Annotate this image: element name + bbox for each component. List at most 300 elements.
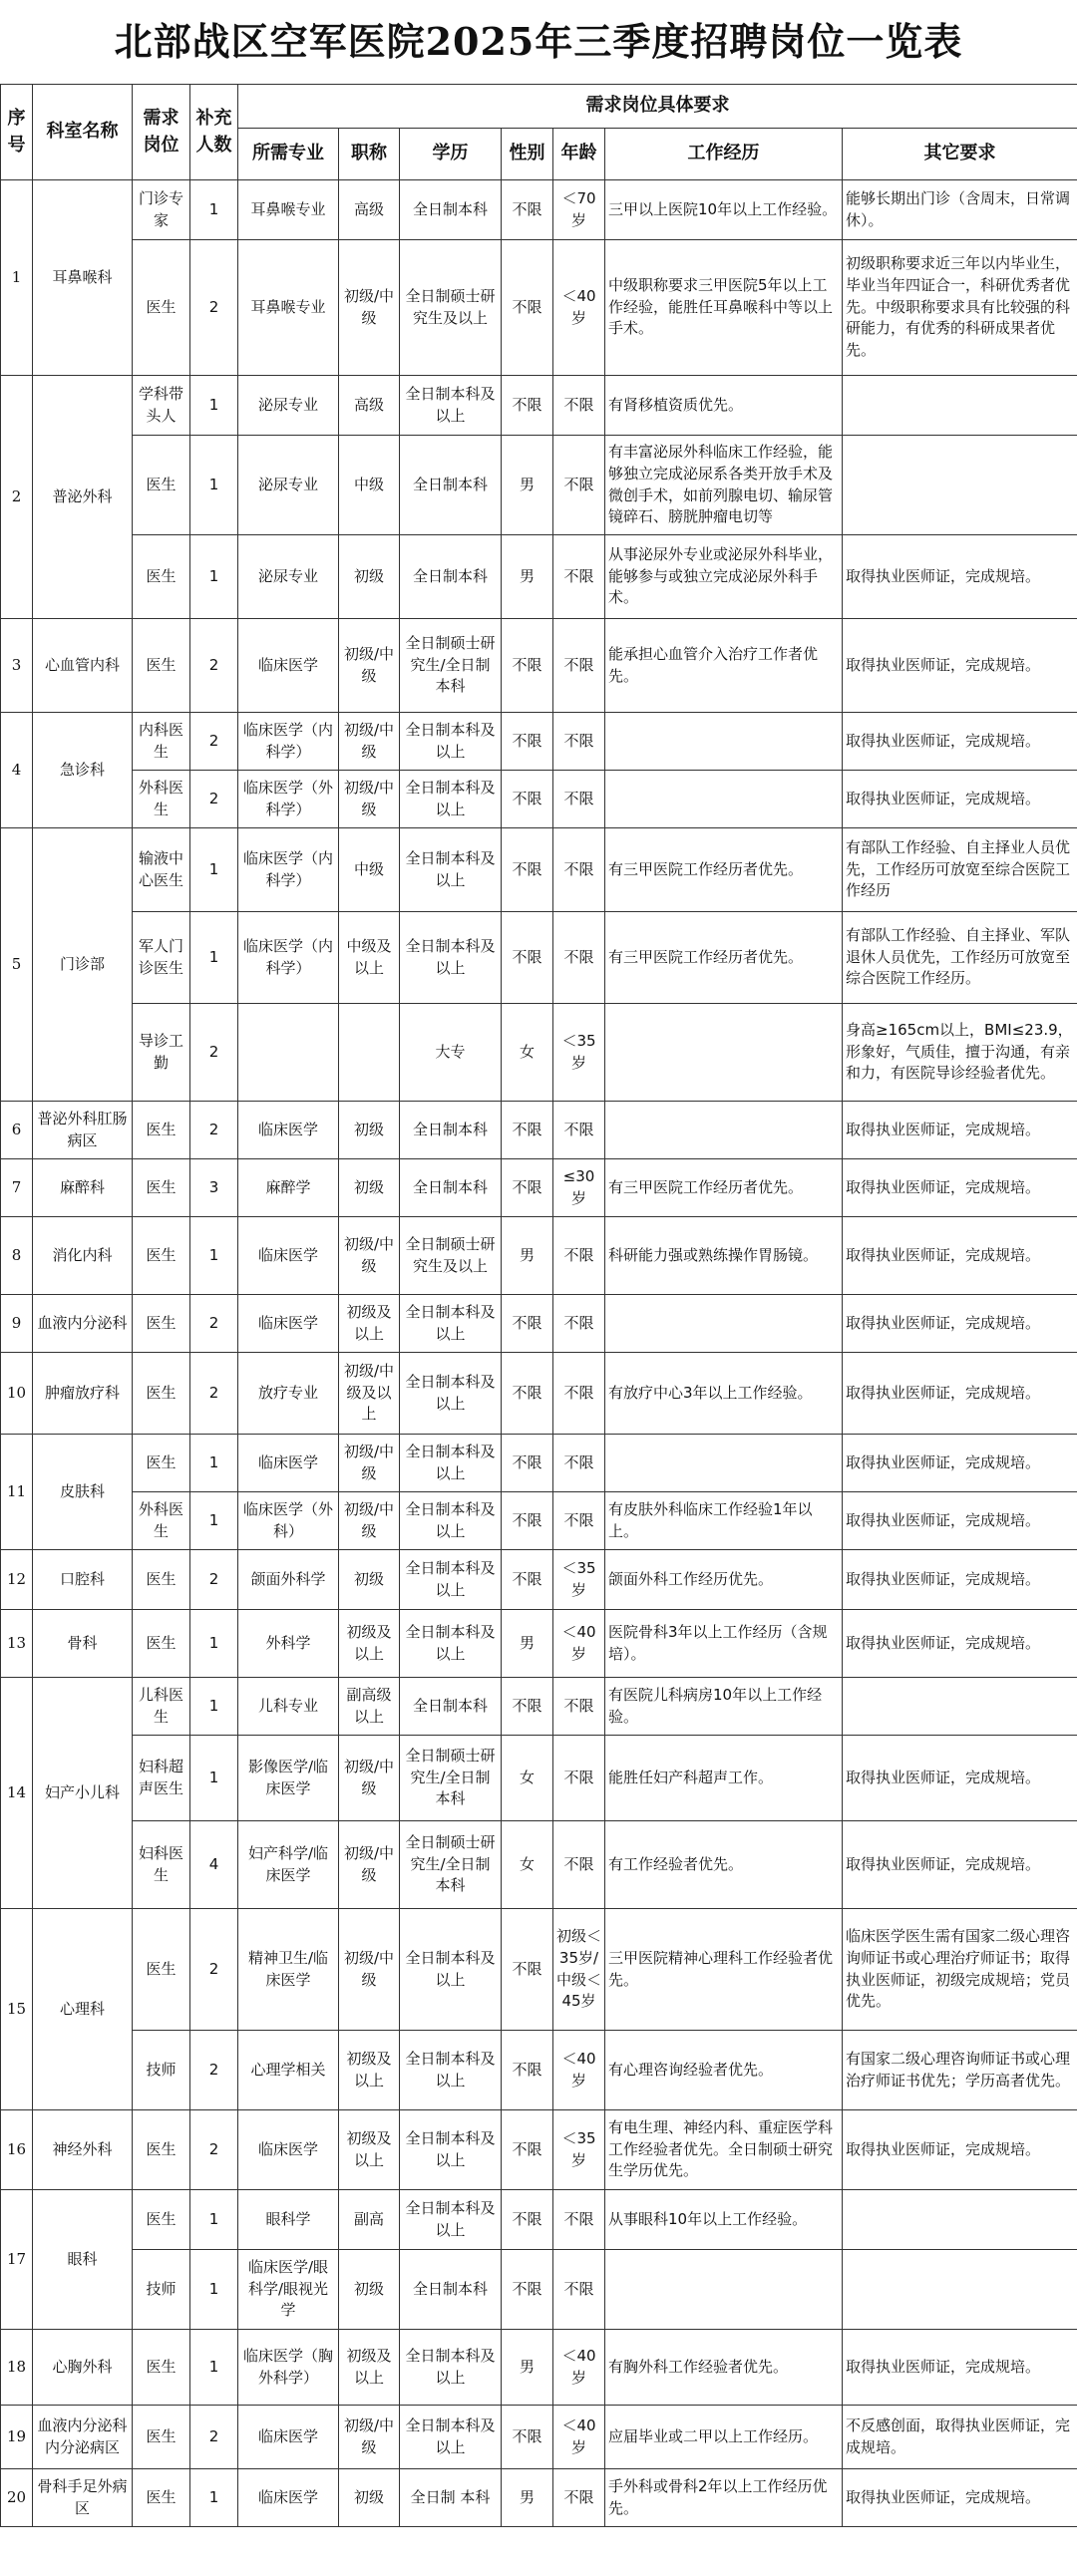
cell-edu: 全日制本科及以上 [400,771,502,828]
cell-seq: 13 [1,1610,33,1678]
cell-major [238,1004,339,1102]
cell-age: ＜40岁 [553,240,605,376]
cell-edu: 大专 [400,1004,502,1102]
cell-rank: 初级 [339,1159,400,1217]
cell-rank: 初级/中级及以上 [339,1353,400,1435]
cell-exp: 有医院儿科病房10年以上工作经验。 [605,1678,843,1736]
cell-rank: 初级及以上 [339,1610,400,1678]
cell-edu: 全日制硕士研究生/全日制本科 [400,1821,502,1909]
cell-age: 不限 [553,1217,605,1295]
cell-edu: 全日制本科及以上 [400,912,502,1004]
table-row [1,1550,1077,1610]
cell-gender: 不限 [502,2031,553,2110]
cell-seq: 4 [1,713,33,828]
table-row [1,376,1077,436]
cell-count: 2 [190,240,238,376]
cell-other: 有部队工作经验、自主择业人员优先，工作经历可放宽至综合医院工作经历 [843,828,1077,912]
cell-exp: 有胸外科工作经验者优先。 [605,2330,843,2406]
table-row [1,1909,1077,2031]
header-major: 所需专业 [238,129,339,180]
cell-rank: 初级/中级 [339,1821,400,1909]
cell-age: ＜40岁 [553,2330,605,2406]
cell-rank: 中级 [339,436,400,535]
cell-count: 1 [190,828,238,912]
cell-count: 1 [190,1217,238,1295]
cell-post: 医生 [133,1102,190,1159]
table-row [1,2031,1077,2110]
cell-edu: 全日制 本科 [400,2469,502,2527]
header-row-top [1,85,1077,129]
cell-gender: 男 [502,436,553,535]
cell-other: 取得执业医师证，完成规培。 [843,771,1077,828]
cell-exp: 有肾移植资质优先。 [605,376,843,436]
cell-age: 不限 [553,436,605,535]
cell-edu: 全日制本科 [400,1678,502,1736]
header-age: 年龄 [553,129,605,180]
cell-exp [605,771,843,828]
cell-edu: 全日制本科及以上 [400,828,502,912]
cell-major: 影像医学/临床医学 [238,1736,339,1821]
cell-rank: 初级 [339,1102,400,1159]
table-row [1,2469,1077,2527]
cell-seq: 20 [1,2469,33,2527]
cell-age: 不限 [553,1821,605,1909]
cell-exp: 三甲医院精神心理科工作经验者优先。 [605,1909,843,2031]
cell-age: 不限 [553,1295,605,1353]
cell-post: 医生 [133,240,190,376]
cell-seq: 12 [1,1550,33,1610]
header-seq: 序号 [1,85,33,180]
cell-count: 4 [190,1821,238,1909]
cell-major: 临床医学 [238,1217,339,1295]
table-row [1,2330,1077,2406]
cell-gender: 不限 [502,1435,553,1492]
cell-exp: 手外科或骨科2年以上工作经历优先。 [605,2469,843,2527]
cell-exp: 医院骨科3年以上工作经历（含规培）。 [605,1610,843,1678]
cell-seq: 7 [1,1159,33,1217]
cell-count: 2 [190,1550,238,1610]
cell-gender: 不限 [502,2406,553,2469]
table-row [1,619,1077,713]
cell-exp: 从事眼科10年以上工作经验。 [605,2190,843,2250]
cell-edu: 全日制硕士研究生/全日制本科 [400,1736,502,1821]
table-row [1,1102,1077,1159]
cell-gender: 不限 [502,828,553,912]
cell-rank: 初级及以上 [339,2110,400,2190]
cell-seq: 3 [1,619,33,713]
cell-post: 医生 [133,2406,190,2469]
cell-edu: 全日制本科及以上 [400,2190,502,2250]
cell-dept: 普泌外科 [33,376,133,619]
cell-edu: 全日制本科 [400,535,502,619]
cell-exp: 科研能力强或熟练操作胃肠镜。 [605,1217,843,1295]
cell-major: 妇产科学/临床医学 [238,1821,339,1909]
cell-rank: 初级 [339,535,400,619]
cell-dept: 心血管内科 [33,619,133,713]
cell-post: 医生 [133,1909,190,2031]
table-row [1,2110,1077,2190]
cell-other: 不反感创面，取得执业医师证，完成规培。 [843,2406,1077,2469]
cell-major: 颌面外科学 [238,1550,339,1610]
cell-other: 取得执业医师证，完成规培。 [843,1821,1077,1909]
cell-seq: 2 [1,376,33,619]
cell-exp: 有三甲医院工作经历者优先。 [605,1159,843,1217]
cell-edu: 全日制本科及以上 [400,1492,502,1550]
cell-count: 1 [190,912,238,1004]
cell-age: 不限 [553,828,605,912]
cell-major: 临床医学（内科学） [238,828,339,912]
cell-gender: 不限 [502,713,553,771]
cell-major: 临床医学 [238,1295,339,1353]
cell-seq: 16 [1,2110,33,2190]
cell-exp: 能胜任妇产科超声工作。 [605,1736,843,1821]
cell-post: 医生 [133,1295,190,1353]
table-row [1,1435,1077,1492]
cell-dept: 麻醉科 [33,1159,133,1217]
cell-gender: 不限 [502,376,553,436]
cell-count: 2 [190,619,238,713]
cell-rank: 初级及以上 [339,1295,400,1353]
cell-seq: 5 [1,828,33,1102]
cell-age: 不限 [553,1102,605,1159]
cell-dept: 急诊科 [33,713,133,828]
cell-other: 临床医学医生需有国家二级心理咨询师证书或心理治疗师证书；取得执业医师证，初级完成规培；党员优先。 [843,1909,1077,2031]
cell-post: 技师 [133,2250,190,2330]
cell-major: 心理学相关 [238,2031,339,2110]
cell-age: 不限 [553,1736,605,1821]
cell-edu: 全日制本科及以上 [400,1610,502,1678]
cell-post: 医生 [133,1610,190,1678]
cell-edu: 全日制本科及以上 [400,2406,502,2469]
cell-rank: 初级/中级 [339,713,400,771]
cell-other [843,376,1077,436]
header-dept: 科室名称 [33,85,133,180]
cell-count: 1 [190,1435,238,1492]
cell-dept: 消化内科 [33,1217,133,1295]
header-exp: 工作经历 [605,129,843,180]
cell-other: 取得执业医师证，完成规培。 [843,1610,1077,1678]
cell-rank: 副高级以上 [339,1678,400,1736]
cell-gender: 男 [502,1217,553,1295]
cell-exp: 有丰富泌尿外科临床工作经验，能够独立完成泌尿系各类开放手术及微创手术，如前列腺电切、输尿管镜碎石、膀胱肿瘤电切等 [605,436,843,535]
cell-exp: 有心理咨询经验者优先。 [605,2031,843,2110]
cell-post: 医生 [133,436,190,535]
cell-edu: 全日制本科及以上 [400,376,502,436]
cell-edu: 全日制本科 [400,1159,502,1217]
cell-post: 技师 [133,2031,190,2110]
cell-rank: 初级/中级 [339,1736,400,1821]
cell-major: 耳鼻喉专业 [238,240,339,376]
cell-gender: 不限 [502,240,553,376]
cell-seq: 14 [1,1678,33,1909]
cell-count: 2 [190,713,238,771]
cell-exp [605,1004,843,1102]
cell-other: 身高≥165cm以上，BMI≤23.9，形象好，气质佳，擅于沟通，有亲和力，有医院导诊经验者优先。 [843,1004,1077,1102]
cell-gender: 女 [502,1736,553,1821]
cell-dept: 皮肤科 [33,1435,133,1550]
cell-age: 不限 [553,912,605,1004]
table-body [1,180,1077,2527]
cell-major: 临床医学 [238,1102,339,1159]
cell-edu: 全日制本科及以上 [400,2110,502,2190]
cell-count: 2 [190,1353,238,1435]
cell-major: 外科学 [238,1610,339,1678]
table-row [1,2250,1077,2330]
cell-seq: 8 [1,1217,33,1295]
cell-major: 放疗专业 [238,1353,339,1435]
cell-exp [605,713,843,771]
cell-exp: 有三甲医院工作经历者优先。 [605,912,843,1004]
cell-post: 门诊专家 [133,180,190,240]
cell-age: ≤30岁 [553,1159,605,1217]
cell-gender: 女 [502,1821,553,1909]
cell-dept: 门诊部 [33,828,133,1102]
cell-age: ＜35岁 [553,1004,605,1102]
cell-post: 医生 [133,1217,190,1295]
cell-edu: 全日制本科 [400,180,502,240]
cell-major: 临床医学（内科学） [238,713,339,771]
header-other: 其它要求 [843,129,1077,180]
cell-age: 不限 [553,771,605,828]
table-row [1,1736,1077,1821]
cell-major: 临床医学 [238,2469,339,2527]
cell-count: 1 [190,535,238,619]
cell-count: 2 [190,1909,238,2031]
cell-edu: 全日制本科及以上 [400,1435,502,1492]
header-edu: 学历 [400,129,502,180]
cell-major: 眼科学 [238,2190,339,2250]
cell-gender: 不限 [502,1492,553,1550]
cell-age: 不限 [553,1353,605,1435]
cell-other: 取得执业医师证，完成规培。 [843,535,1077,619]
cell-edu: 全日制本科及以上 [400,2031,502,2110]
cell-age: 不限 [553,713,605,771]
cell-dept: 普泌外科肛肠病区 [33,1102,133,1159]
cell-post: 儿科医生 [133,1678,190,1736]
cell-count: 1 [190,2250,238,2330]
cell-count: 2 [190,771,238,828]
cell-age: ＜40岁 [553,2406,605,2469]
cell-exp: 有皮肤外科临床工作经验1年以上。 [605,1492,843,1550]
cell-post: 医生 [133,1550,190,1610]
cell-other: 有国家二级心理咨询师证书或心理治疗师证书优先；学历高者优先。 [843,2031,1077,2110]
cell-age: 不限 [553,376,605,436]
cell-gender: 男 [502,2469,553,2527]
cell-exp: 有工作经验者优先。 [605,1821,843,1909]
cell-seq: 11 [1,1435,33,1550]
cell-seq: 19 [1,2406,33,2469]
table-row [1,240,1077,376]
cell-edu: 全日制本科及以上 [400,1909,502,2031]
cell-major: 临床医学（胸外科学） [238,2330,339,2406]
cell-post: 医生 [133,619,190,713]
cell-seq: 6 [1,1102,33,1159]
cell-edu: 全日制本科及以上 [400,2330,502,2406]
cell-edu: 全日制本科 [400,436,502,535]
cell-exp: 有电生理、神经内科、重症医学科工作经验者优先。全日制硕士研究生学历优先。 [605,2110,843,2190]
cell-major: 临床医学（内科学） [238,912,339,1004]
cell-major: 临床医学 [238,1435,339,1492]
cell-dept: 口腔科 [33,1550,133,1610]
table-row [1,180,1077,240]
cell-count: 2 [190,1004,238,1102]
cell-post: 医生 [133,2330,190,2406]
cell-age: 不限 [553,2190,605,2250]
cell-age: ＜40岁 [553,2031,605,2110]
cell-count: 2 [190,2031,238,2110]
cell-count: 2 [190,1102,238,1159]
recruitment-table [0,84,1077,2527]
cell-count: 1 [190,1492,238,1550]
cell-dept: 心理科 [33,1909,133,2110]
table-row [1,1295,1077,1353]
cell-gender: 不限 [502,180,553,240]
cell-post: 妇科医生 [133,1821,190,1909]
cell-other: 取得执业医师证，完成规培。 [843,1435,1077,1492]
cell-other: 取得执业医师证，完成规培。 [843,1353,1077,1435]
cell-dept: 眼科 [33,2190,133,2330]
cell-rank: 初级 [339,2469,400,2527]
cell-post: 医生 [133,1159,190,1217]
cell-age: ＜40岁 [553,1610,605,1678]
cell-other: 取得执业医师证，完成规培。 [843,1102,1077,1159]
cell-edu: 全日制硕士研究生及以上 [400,240,502,376]
cell-post: 医生 [133,535,190,619]
cell-dept: 妇产小儿科 [33,1678,133,1909]
cell-gender: 不限 [502,1909,553,2031]
header-count: 补充人数 [190,85,238,180]
table-row [1,828,1077,912]
cell-rank: 初级/中级 [339,240,400,376]
cell-other: 能够长期出门诊（含周末，日常调休）。 [843,180,1077,240]
page-title: 北部战区空军医院2025年三季度招聘岗位一览表 [114,19,963,64]
cell-dept: 神经外科 [33,2110,133,2190]
cell-edu: 全日制硕士研究生/全日制本科 [400,619,502,713]
cell-gender: 不限 [502,1102,553,1159]
cell-major: 麻醉学 [238,1159,339,1217]
cell-other: 取得执业医师证，完成规培。 [843,619,1077,713]
cell-other: 取得执业医师证，完成规培。 [843,1295,1077,1353]
cell-other: 取得执业医师证，完成规培。 [843,1550,1077,1610]
cell-rank: 初级/中级 [339,2406,400,2469]
cell-rank: 初级及以上 [339,2031,400,2110]
cell-gender: 不限 [502,1295,553,1353]
cell-rank: 初级/中级 [339,1492,400,1550]
cell-other: 取得执业医师证，完成规培。 [843,1217,1077,1295]
cell-edu: 全日制本科及以上 [400,1295,502,1353]
cell-count: 3 [190,1159,238,1217]
cell-seq: 10 [1,1353,33,1435]
cell-rank: 初级/中级 [339,1435,400,1492]
cell-dept: 肿瘤放疗科 [33,1353,133,1435]
cell-post: 导诊工勤 [133,1004,190,1102]
table-row [1,1353,1077,1435]
cell-dept: 血液内分泌科内分泌病区 [33,2406,133,2469]
table-row [1,771,1077,828]
cell-age: 不限 [553,2250,605,2330]
cell-other: 取得执业医师证，完成规培。 [843,713,1077,771]
header-post: 需求岗位 [133,85,190,180]
cell-rank: 初级/中级 [339,1217,400,1295]
cell-other: 有部队工作经验、自主择业、军队退休人员优先，工作经历可放宽至综合医院工作经历。 [843,912,1077,1004]
cell-major: 临床医学（外科学） [238,771,339,828]
cell-rank: 高级 [339,376,400,436]
cell-seq: 17 [1,2190,33,2330]
cell-gender: 男 [502,2330,553,2406]
table-row [1,1821,1077,1909]
cell-exp: 三甲以上医院10年以上工作经验。 [605,180,843,240]
cell-count: 1 [190,1610,238,1678]
cell-age: ＜35岁 [553,1550,605,1610]
cell-count: 1 [190,2469,238,2527]
cell-rank [339,1004,400,1102]
cell-count: 1 [190,1736,238,1821]
cell-post: 妇科超声医生 [133,1736,190,1821]
cell-count: 1 [190,180,238,240]
cell-gender: 不限 [502,912,553,1004]
cell-major: 临床医学 [238,619,339,713]
cell-dept: 血液内分泌科 [33,1295,133,1353]
header-gender: 性别 [502,129,553,180]
cell-gender: 不限 [502,2110,553,2190]
table-row [1,1004,1077,1102]
cell-gender: 不限 [502,1550,553,1610]
cell-gender: 不限 [502,619,553,713]
cell-age: ＜35岁 [553,2110,605,2190]
cell-rank: 高级 [339,180,400,240]
cell-exp [605,1435,843,1492]
table-row [1,713,1077,771]
cell-rank: 副高 [339,2190,400,2250]
cell-exp: 能承担心血管介入治疗工作者优先。 [605,619,843,713]
cell-age: 不限 [553,1435,605,1492]
cell-exp: 有三甲医院工作经历者优先。 [605,828,843,912]
cell-post: 学科带头人 [133,376,190,436]
cell-count: 1 [190,1678,238,1736]
cell-other: 初级职称要求近三年以内毕业生，毕业当年四证合一，科研优秀者优先。中级职称要求具有比较强的科研能力，有优秀的科研成果者优先。 [843,240,1077,376]
cell-gender: 男 [502,535,553,619]
cell-rank: 初级/中级 [339,1909,400,2031]
cell-seq: 18 [1,2330,33,2406]
cell-post: 医生 [133,2110,190,2190]
cell-other: 取得执业医师证，完成规培。 [843,1492,1077,1550]
cell-exp: 应届毕业或二甲以上工作经历。 [605,2406,843,2469]
cell-dept: 骨科 [33,1610,133,1678]
cell-gender: 不限 [502,2190,553,2250]
cell-edu: 全日制本科 [400,1102,502,1159]
cell-age: 不限 [553,619,605,713]
cell-count: 1 [190,2190,238,2250]
cell-rank: 初级 [339,1550,400,1610]
cell-count: 2 [190,2406,238,2469]
cell-major: 泌尿专业 [238,535,339,619]
cell-count: 1 [190,436,238,535]
cell-exp [605,1102,843,1159]
table-row [1,1610,1077,1678]
cell-exp: 有放疗中心3年以上工作经验。 [605,1353,843,1435]
cell-count: 1 [190,2330,238,2406]
cell-edu: 全日制本科 [400,2250,502,2330]
cell-gender: 不限 [502,1678,553,1736]
cell-rank: 初级 [339,2250,400,2330]
cell-other [843,436,1077,535]
header-requirements-group: 需求岗位具体要求 [238,85,1077,129]
cell-major: 泌尿专业 [238,436,339,535]
cell-other: 取得执业医师证，完成规培。 [843,2469,1077,2527]
cell-major: 儿科专业 [238,1678,339,1736]
cell-edu: 全日制硕士研究生及以上 [400,1217,502,1295]
cell-post: 输液中心医生 [133,828,190,912]
